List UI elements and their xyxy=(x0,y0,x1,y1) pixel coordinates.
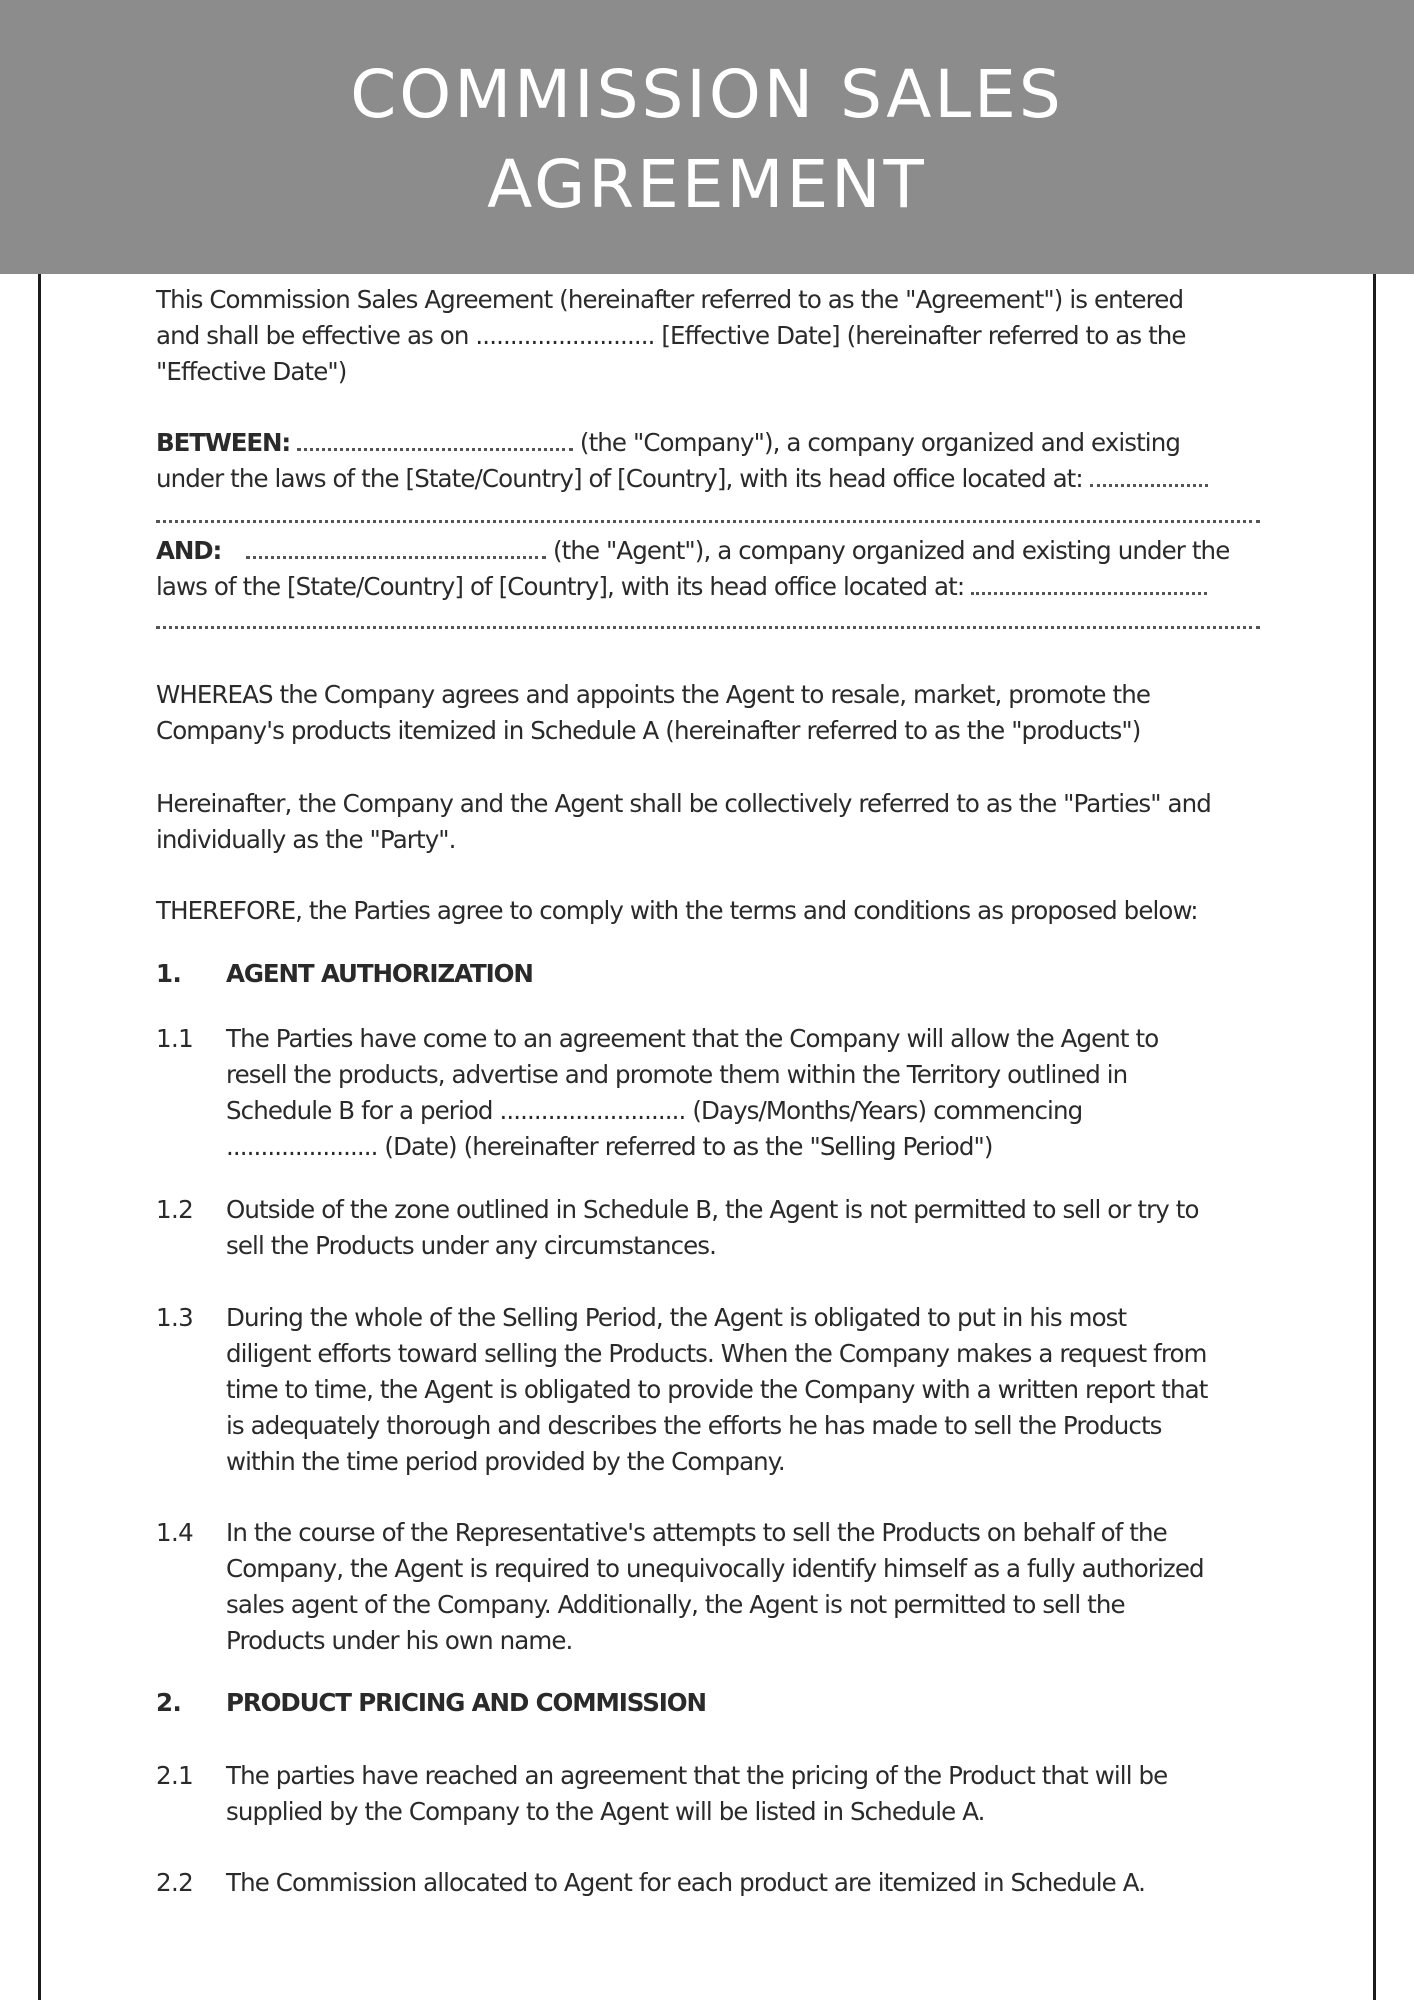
section-number: 2. xyxy=(156,1688,182,1717)
and-label: AND: xyxy=(156,536,222,565)
clause-line: During the whole of the Selling Period, the Agent is obligated to put in his most xyxy=(226,1303,1127,1332)
clause-line: The Commission allocated to Agent for each product are itemized in Schedule A. xyxy=(226,1868,1146,1897)
therefore-line: THEREFORE, the Parties agree to comply with the terms and conditions as proposed below: xyxy=(156,896,1198,925)
page-border-right xyxy=(1373,274,1376,2000)
whereas-line: WHEREAS the Company agrees and appoints the Agent to resale, market, promote the xyxy=(156,680,1151,709)
clause-line: The parties have reached an agreement that the pricing of the Product that will be xyxy=(226,1761,1168,1790)
intro-line: and shall be effective as on .......................... [Effective Date] (hereinafter referred to as the xyxy=(156,321,1186,350)
parties-definition-line: Hereinafter, the Company and the Agent shall be collectively referred to as the "Parties" and xyxy=(156,789,1211,818)
agent-name-blank xyxy=(246,554,546,559)
clause-number: 1.4 xyxy=(156,1518,194,1547)
section-number: 1. xyxy=(156,959,182,988)
intro-line: "Effective Date") xyxy=(156,357,347,386)
clause-line: resell the products, advertise and promote them within the Territory outlined in xyxy=(226,1060,1128,1089)
clause-line: supplied by the Company to the Agent will be listed in Schedule A. xyxy=(226,1797,985,1826)
and-line-2-text: laws of the [State/Country] of [Country], with its head office located at: xyxy=(156,572,965,601)
clause-number: 2.2 xyxy=(156,1868,194,1897)
agent-address-blank-line xyxy=(156,626,1260,629)
company-address-blank-line xyxy=(156,520,1260,523)
clause-line: Outside of the zone outlined in Schedule B, the Agent is not permitted to sell or try to xyxy=(226,1195,1199,1224)
clause-line: Products under his own name. xyxy=(226,1626,573,1655)
clause-line: Schedule B for a period ........................... (Days/Months/Years) commencing xyxy=(226,1096,1083,1125)
whereas-line: Company's products itemized in Schedule A (hereinafter referred to as the "products") xyxy=(156,716,1141,745)
clause-number: 2.1 xyxy=(156,1761,194,1790)
title-banner xyxy=(0,0,1414,274)
clause-line: Company, the Agent is required to unequivocally identify himself as a fully authorized xyxy=(226,1554,1204,1583)
page-border-left xyxy=(38,274,41,2000)
company-address-blank xyxy=(1090,482,1208,487)
clause-line: In the course of the Representative's attempts to sell the Products on behalf of the xyxy=(226,1518,1167,1547)
between-line-2-text: under the laws of the [State/Country] of [Country], with its head office located at: xyxy=(156,464,1083,493)
clause-line: ...................... (Date) (hereinafter referred to as the "Selling Period") xyxy=(226,1132,993,1161)
and-line xyxy=(156,572,1207,601)
clause-line: within the time period provided by the Company. xyxy=(226,1447,785,1476)
agent-address-blank xyxy=(971,590,1207,595)
between-line xyxy=(156,464,1208,493)
and-line-1-text: (the "Agent"), a company organized and existing under the xyxy=(552,536,1230,565)
clause-number: 1.3 xyxy=(156,1303,194,1332)
document-title-line-2: AGREEMENT xyxy=(487,146,927,223)
intro-line: This Commission Sales Agreement (hereinafter referred to as the "Agreement") is entered xyxy=(156,285,1184,314)
between-line xyxy=(156,428,1180,457)
clause-line: time to time, the Agent is obligated to provide the Company with a written report that xyxy=(226,1375,1208,1404)
document-title-line-1: COMMISSION SALES xyxy=(350,56,1064,133)
section-title: AGENT AUTHORIZATION xyxy=(226,959,533,988)
clause-line: sales agent of the Company. Additionally, the Agent is not permitted to sell the xyxy=(226,1590,1125,1619)
clause-line: is adequately thorough and describes the efforts he has made to sell the Products xyxy=(226,1411,1162,1440)
clause-line: diligent efforts toward selling the Products. When the Company makes a request from xyxy=(226,1339,1207,1368)
section-title: PRODUCT PRICING AND COMMISSION xyxy=(226,1688,706,1717)
clause-number: 1.2 xyxy=(156,1195,194,1224)
company-name-blank xyxy=(297,446,573,451)
parties-definition-line: individually as the "Party". xyxy=(156,825,456,854)
clause-line: sell the Products under any circumstances. xyxy=(226,1231,717,1260)
clause-line: The Parties have come to an agreement that the Company will allow the Agent to xyxy=(226,1024,1159,1053)
and-line xyxy=(156,536,1230,565)
clause-number: 1.1 xyxy=(156,1024,194,1053)
between-label: BETWEEN: xyxy=(156,428,291,457)
between-line-1-text: (the "Company"), a company organized and existing xyxy=(579,428,1180,457)
